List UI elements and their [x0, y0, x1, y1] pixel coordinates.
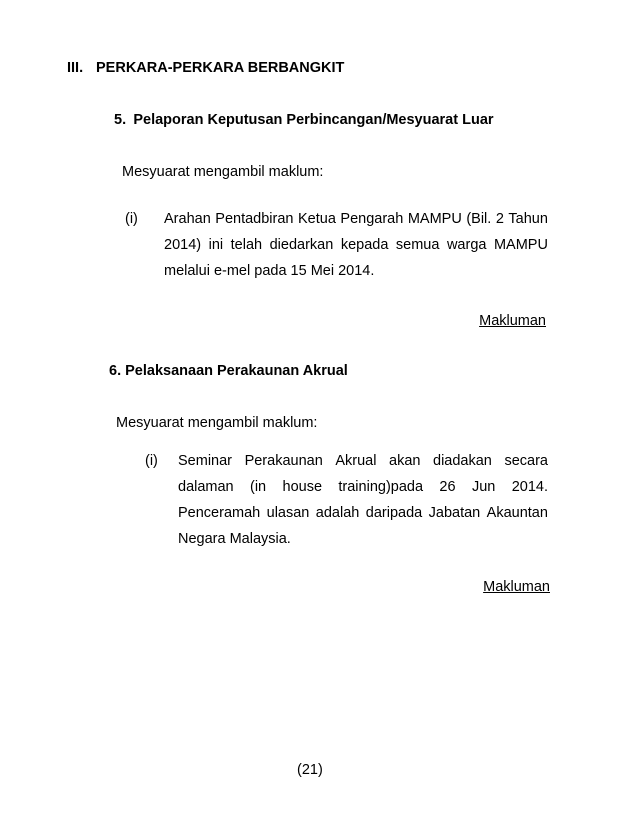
word: secara [504, 453, 548, 469]
word: diedarkan [269, 237, 334, 253]
word: 2 [495, 211, 504, 227]
word: 2014. [511, 479, 548, 495]
item5-action: Makluman [479, 313, 546, 329]
item6-intro: Mesyuarat mengambil maklum: [116, 415, 318, 431]
section-number: III. [67, 60, 84, 76]
word: Ketua [298, 211, 336, 227]
word: training)pada [338, 479, 424, 495]
item5-line-3: melalui e-mel pada 15 Mei 2014. [164, 263, 375, 279]
item5-line-2 [164, 237, 548, 253]
word: semua [395, 237, 440, 253]
word: telah [230, 237, 263, 253]
word: Akrual [335, 453, 377, 469]
word: akan [389, 453, 421, 469]
word: Tahun [508, 211, 548, 227]
word: house [282, 479, 323, 495]
item6-line-2 [178, 479, 548, 495]
word: diadakan [433, 453, 492, 469]
item6-line-4: Negara Malaysia. [178, 531, 291, 547]
item6-line-3 [178, 505, 548, 521]
word: 26 [439, 479, 456, 495]
word: 2014) [164, 237, 202, 253]
item6-line-1 [178, 453, 548, 469]
item5-line-1 [164, 211, 548, 227]
word: Penceramah [178, 505, 261, 521]
item5-intro: Mesyuarat mengambil maklum: [122, 164, 324, 180]
word: MAMPU [407, 211, 462, 227]
word: Perakaunan [244, 453, 323, 469]
word: adalah [315, 505, 360, 521]
word: Jun [471, 479, 496, 495]
word: Pentadbiran [215, 211, 294, 227]
word: (Bil. [466, 211, 492, 227]
item5-heading: 5. Pelaporan Keputusan Perbincangan/Mesyuarat Luar [114, 112, 494, 128]
word: Akauntan [486, 505, 548, 521]
word: MAMPU [493, 237, 548, 253]
word: ulasan [266, 505, 310, 521]
item6-point-label: (i) [145, 453, 158, 469]
word: ini [208, 237, 224, 253]
word: daripada [365, 505, 423, 521]
item5-point-label: (i) [125, 211, 138, 227]
word: dalaman [178, 479, 234, 495]
section-title: PERKARA-PERKARA BERBANGKIT [96, 60, 345, 76]
word: Pengarah [340, 211, 404, 227]
word: Seminar [178, 453, 232, 469]
word: (in [250, 479, 267, 495]
item6-heading: 6. Pelaksanaan Perakaunan Akrual [109, 363, 348, 379]
word: Jabatan [428, 505, 481, 521]
word: warga [446, 237, 487, 253]
item6-action: Makluman [483, 579, 550, 595]
word: kepada [340, 237, 389, 253]
word: Arahan [164, 211, 211, 227]
page-number: (21) [297, 762, 323, 778]
